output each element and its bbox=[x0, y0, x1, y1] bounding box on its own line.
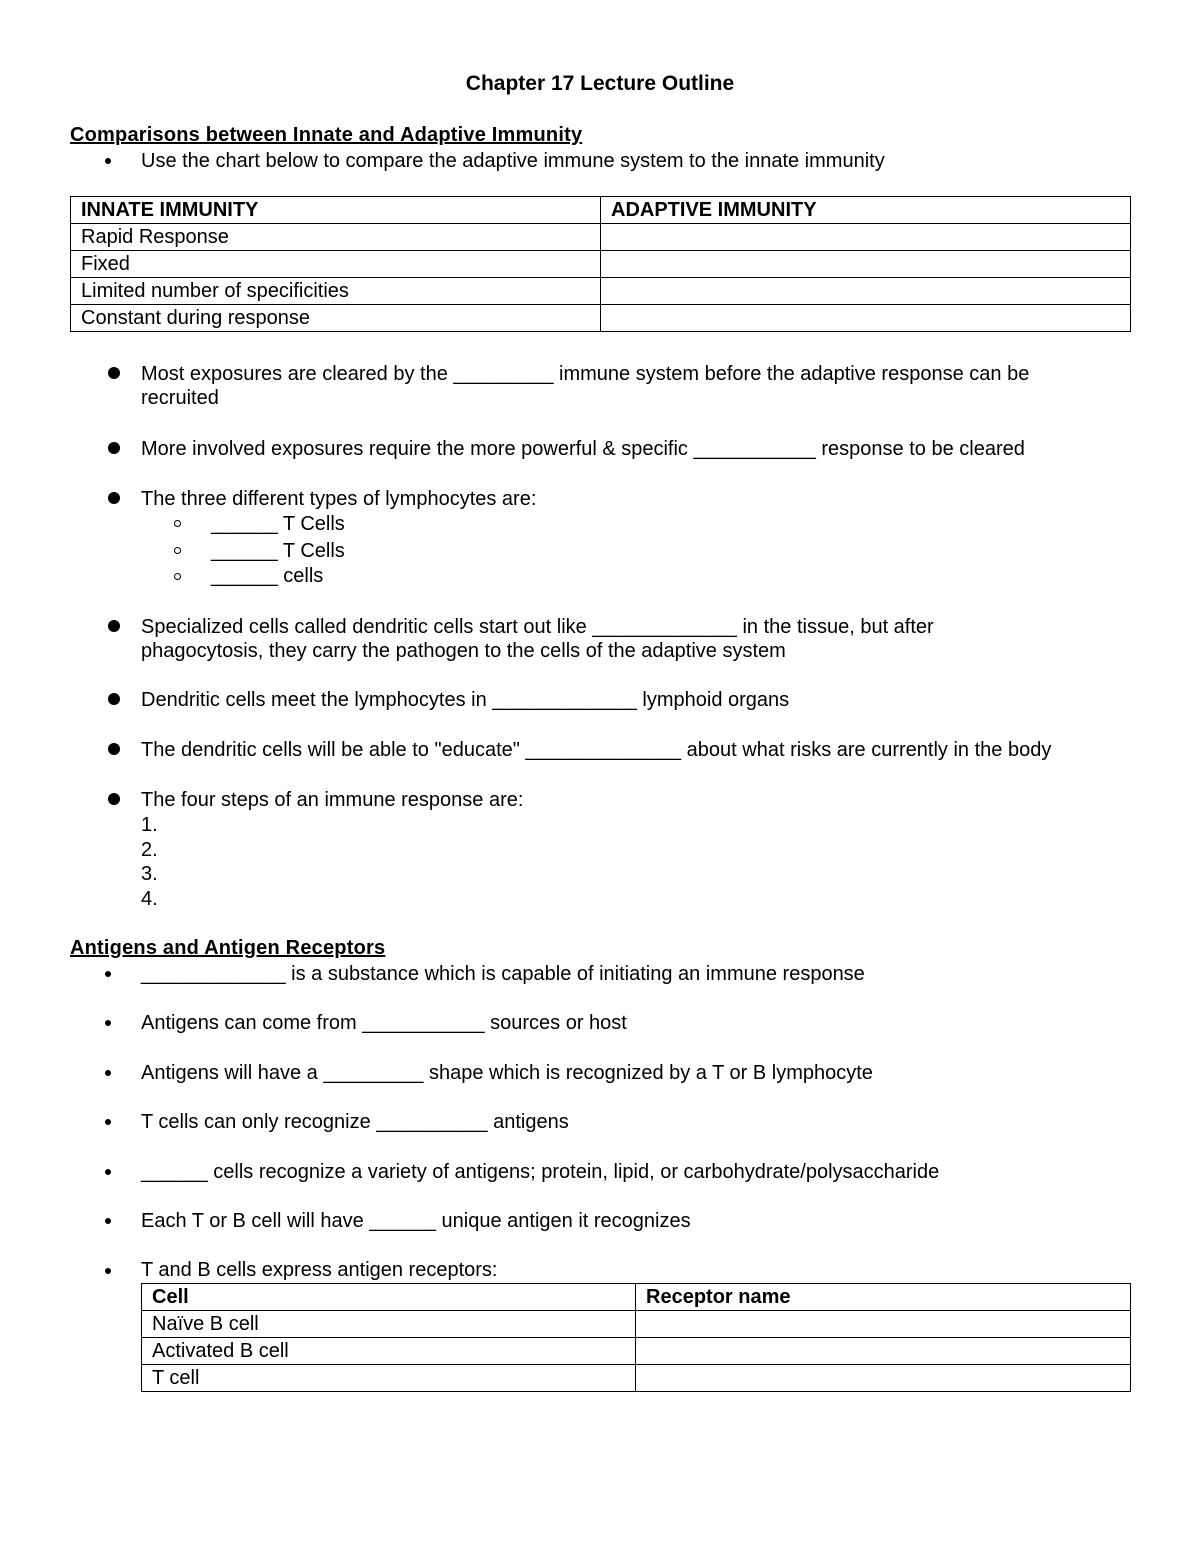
bullet-dot bbox=[105, 1020, 111, 1026]
bullet-text: Most exposures are cleared by the _________ immune system before the adaptive response can be bbox=[141, 363, 1030, 385]
header-cell: Cell bbox=[142, 1284, 636, 1311]
table-cell: T cell bbox=[142, 1365, 636, 1392]
bullet-text: _____________ is a substance which is capable of initiating an immune response bbox=[141, 963, 865, 985]
table-cell: Naïve B cell bbox=[142, 1311, 636, 1338]
table-row bbox=[71, 305, 1131, 332]
header-receptor-name: Receptor name bbox=[636, 1284, 1131, 1311]
intro-text: Use the chart below to compare the adaptive immune system to the innate immunity bbox=[141, 150, 885, 172]
header-innate: INNATE IMMUNITY bbox=[71, 197, 601, 224]
sub-bullet-text: ______ T Cells bbox=[211, 540, 345, 562]
table-cell-blank bbox=[601, 224, 1131, 251]
bullet-text: Each T or B cell will have ______ unique antigen it recognizes bbox=[141, 1210, 691, 1232]
sub-bullet-circle bbox=[174, 573, 181, 580]
bullet-dot bbox=[105, 1268, 111, 1274]
table-row bbox=[71, 224, 1131, 251]
antigen-receptor-table bbox=[141, 1283, 1131, 1392]
table-cell: Fixed bbox=[71, 251, 601, 278]
bullet-text: Specialized cells called dendritic cells start out like _____________ in the tissue, but after bbox=[141, 616, 934, 638]
bullet-text: Antigens will have a _________ shape which is recognized by a T or B lymphocyte bbox=[141, 1062, 873, 1084]
table-row bbox=[71, 251, 1131, 278]
bullet-text: More involved exposures require the more powerful & specific ___________ response to be cleared bbox=[141, 438, 1025, 460]
bullet-dot bbox=[108, 620, 120, 632]
sub-bullet-text: ______ T Cells bbox=[211, 513, 345, 535]
bullet-dot bbox=[108, 492, 120, 504]
bullet-dot bbox=[108, 743, 120, 755]
innate-adaptive-table bbox=[70, 196, 1131, 332]
sub-bullet-circle bbox=[174, 547, 181, 554]
table-header-row bbox=[71, 197, 1131, 224]
table-cell-blank bbox=[601, 278, 1131, 305]
bullet-dot bbox=[105, 1169, 111, 1175]
bullet-text: T cells can only recognize __________ antigens bbox=[141, 1111, 569, 1133]
table-cell-blank bbox=[636, 1365, 1131, 1392]
bullet-dot bbox=[105, 971, 111, 977]
table-cell-blank bbox=[601, 251, 1131, 278]
section-heading-innate-adaptive: Comparisons between Innate and Adaptive Immunity bbox=[70, 124, 583, 146]
bullet-dot bbox=[105, 158, 111, 164]
sub-bullet-circle bbox=[174, 520, 181, 527]
bullet-dot bbox=[108, 693, 120, 705]
table-cell: Constant during response bbox=[71, 305, 601, 332]
step-number: 1. bbox=[141, 814, 158, 836]
table-row bbox=[71, 278, 1131, 305]
bullet-text: The three different types of lymphocytes are: bbox=[141, 488, 537, 510]
bullet-dot bbox=[108, 793, 120, 805]
table-cell-blank bbox=[601, 305, 1131, 332]
step-number: 3. bbox=[141, 863, 158, 885]
step-number: 4. bbox=[141, 888, 158, 910]
bullet-text: T and B cells express antigen receptors: bbox=[141, 1259, 498, 1281]
bullet-dot bbox=[105, 1119, 111, 1125]
sub-bullet-text: ______ cells bbox=[211, 565, 324, 587]
bullet-text: Antigens can come from ___________ sources or host bbox=[141, 1012, 627, 1034]
table-row bbox=[142, 1338, 1131, 1365]
bullet-text: The four steps of an immune response are: bbox=[141, 789, 524, 811]
table-cell: Rapid Response bbox=[71, 224, 601, 251]
bullet-dot bbox=[105, 1218, 111, 1224]
section-heading-antigens: Antigens and Antigen Receptors bbox=[70, 937, 386, 959]
bullet-text: ______ cells recognize a variety of antigens; protein, lipid, or carbohydrate/polysaccharide bbox=[141, 1161, 940, 1183]
bullet-text: The dendritic cells will be able to "educate" ______________ about what risks are currently in the body bbox=[141, 739, 1052, 761]
bullet-dot bbox=[105, 1070, 111, 1076]
table-header-row bbox=[142, 1284, 1131, 1311]
table-cell-blank bbox=[636, 1338, 1131, 1365]
bullet-text: Dendritic cells meet the lymphocytes in _____________ lymphoid organs bbox=[141, 689, 790, 711]
table-cell-blank bbox=[636, 1311, 1131, 1338]
header-adaptive: ADAPTIVE IMMUNITY bbox=[601, 197, 1131, 224]
table-row bbox=[142, 1311, 1131, 1338]
step-number: 2. bbox=[141, 839, 158, 861]
bullet-dot bbox=[108, 442, 120, 454]
table-row bbox=[142, 1365, 1131, 1392]
table-cell: Activated B cell bbox=[142, 1338, 636, 1365]
page-title: Chapter 17 Lecture Outline bbox=[465, 72, 735, 95]
bullet-text-continued: recruited bbox=[141, 387, 219, 409]
bullet-text-continued: phagocytosis, they carry the pathogen to the cells of the adaptive system bbox=[141, 640, 786, 662]
bullet-dot bbox=[108, 367, 120, 379]
table-cell: Limited number of specificities bbox=[71, 278, 601, 305]
